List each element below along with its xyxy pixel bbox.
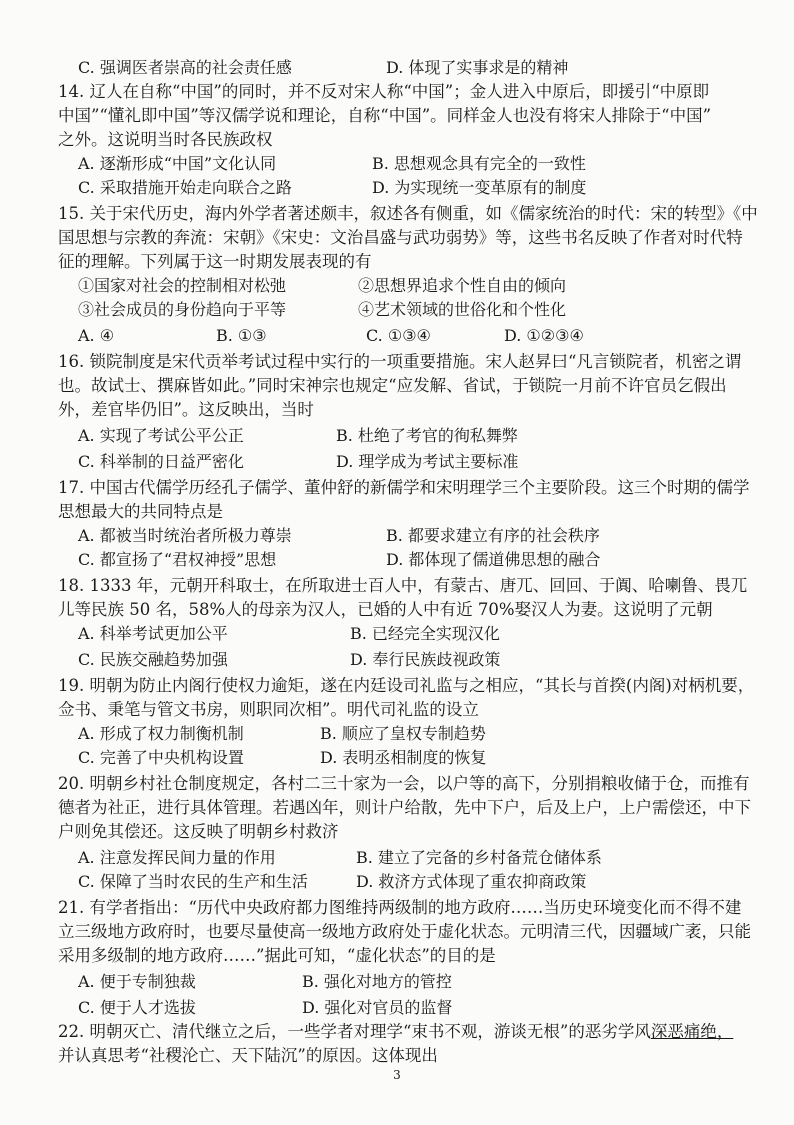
q15-option-c: C. ①③④ [366,326,431,345]
q21-stem-line1: 21. 有学者指出：“历代中央政府都力图维持两级制的地方政府……当历史环境变化而不得不建 [58,898,742,917]
q19-stem-line1: 19. 明朝为防止内阁行使权力逾矩，遂在内廷设司礼监与之相应，“其长与首揆(内阁)对柄机要， [58,676,755,695]
q22-stem-line1-text: 22. 明朝灭亡、清代继立之后，一些学者对理学“束书不观，游谈无根”的恶劣学风 [58,1022,651,1041]
q18-option-b: B. 已经完全实现汉化 [350,624,500,643]
q16-option-a: A. 实现了考试公平公正 [78,426,244,445]
q21-option-a: A. 便于专制独裁 [78,972,196,991]
q19-option-d: D. 表明丞相制度的恢复 [320,748,487,767]
q15-stem-line2: 国思想与宗教的奔流：宋朝》《宋史：文治昌盛与武功弱势》等，这些书名反映了作者对时代特 [58,228,743,247]
q22-stem-line2: 并认真思考“社稷沦亡、天下陆沉”的原因。这体现出 [58,1046,438,1065]
q17-stem-line1: 17. 中国古代儒学历经孔子儒学、董仲舒的新儒学和宋明理学三个主要阶段。这三个时期的儒学 [58,478,750,497]
q18-stem-line2: 儿等民族 50 名，58%人的母亲为汉人，已婚的人中有近 70%娶汉人为妻。这说明了元朝 [58,600,713,619]
q14-option-b: B. 思想观念具有完全的一致性 [372,154,586,173]
q19-stem-line2: 佥书、秉笔与管文书房，则职同次相”。明代司礼监的设立 [58,700,479,719]
q13-option-c: C. 强调医者崇高的社会责任感 [78,58,292,77]
q18-option-d: D. 奉行民族歧视政策 [350,650,501,669]
q20-option-b: B. 建立了完备的乡村备荒仓储体系 [356,848,602,867]
q16-stem-line1: 16. 锁院制度是宋代贡举考试过程中实行的一项重要措施。宋人赵昇曰“凡言锁院者，机密之谓 [58,352,742,371]
q17-option-c: C. 都宣扬了“君权神授”思想 [78,550,277,569]
q14-stem-line2: 中国”“懂礼即中国”等汉儒学说和理论，自称“中国”。同样金人也没有将宋人排除于“中国” [58,106,712,125]
q14-option-d: D. 为实现统一变革原有的制度 [372,178,587,197]
q15-item-3: ③社会成员的身份趋向于平等 [78,300,287,319]
q18-option-a: A. 科举考试更加公平 [78,624,228,643]
q21-option-b: B. 强化对地方的管控 [302,972,452,991]
q16-option-d: D. 理学成为考试主要标准 [336,452,519,471]
q15-option-d: D. ①②③④ [504,326,584,345]
q17-option-b: B. 都要求建立有序的社会秩序 [386,526,600,545]
q17-option-d: D. 都体现了儒道佛思想的融合 [386,550,601,569]
page-number: 3 [393,1068,401,1082]
q21-option-c: C. 便于人才选拔 [78,998,196,1017]
q19-option-c: C. 完善了中央机构设置 [78,748,244,767]
q22-underlined-phrase: 深恶痛绝， [650,1022,734,1041]
q19-option-a: A. 形成了权力制衡机制 [78,724,244,743]
q20-stem-line1: 20. 明朝乡村社仓制度规定，各村二三十家为一会，以户等的高下，分别捐粮收储于仓，而推有 [58,774,750,793]
q16-stem-line3: 外，差官毕仍旧”。这反映出，当时 [58,400,314,419]
q19-option-b: B. 顺应了皇权专制趋势 [320,724,486,743]
q18-stem-line1: 18. 1333 年，元朝开科取士，在所取进士百人中，有蒙古、唐兀、回回、于阗、哈喇鲁、畏兀 [58,576,748,595]
q21-stem-line2: 立三级地方政府时，也要尽量使高一级地方政府处于虚化状态。元明清三代，因疆域广袤，只能 [58,922,751,941]
q15-option-a: A. ④ [78,326,115,345]
q22-stem-line1 [58,1020,764,1044]
q15-option-b: B. ①③ [216,326,267,345]
q16-option-b: B. 杜绝了考官的徇私舞弊 [336,426,518,445]
q14-stem-line1: 14. 辽人在自称“中国”的同时，并不反对宋人称“中国”；金人进入中原后，即援引“中原即 [58,82,710,101]
q20-option-a: A. 注意发挥民间力量的作用 [78,848,276,867]
q20-stem-line3: 户则免其偿还。这反映了明朝乡村救济 [58,822,339,841]
q18-option-c: C. 民族交融趋势加强 [78,650,228,669]
q16-stem-line2: 也。故试士、撰麻皆如此。”同时宋神宗也规定“应发解、省试，于锁院一月前不许官员乞假出 [58,376,727,395]
q15-item-2: ②思想界追求个性自由的倾向 [358,276,567,295]
q14-stem-line3: 之外。这说明当时各民族政权 [58,130,273,149]
q20-option-d: D. 救济方式体现了重农抑商政策 [356,872,587,891]
q20-option-c: C. 保障了当时农民的生产和生活 [78,872,308,891]
q14-option-a: A. 逐渐形成“中国”文化认同 [78,154,277,173]
q15-item-1: ①国家对社会的控制相对松弛 [78,276,287,295]
q20-stem-line2: 德者为社正，进行具体管理。若遇凶年，则计户给散，先中下户，后及上户，上户需偿还，中下 [58,798,751,817]
q17-stem-line2: 思想最大的共同特点是 [58,502,223,521]
q16-option-c: C. 科举制的日益严密化 [78,452,244,471]
q21-stem-line3: 采用多级制的地方政府……”据此可知，“虚化状态”的目的是 [58,946,496,965]
q13-option-d: D. 体现了实事求是的精神 [386,58,569,77]
q17-option-a: A. 都被当时统治者所极力尊崇 [78,526,292,545]
q15-item-4: ④艺术领域的世俗化和个性化 [358,300,567,319]
q15-stem-line3: 征的理解。下列属于这一时期发展表现的有 [58,252,372,271]
q21-option-d: D. 强化对官员的监督 [302,998,453,1017]
q15-stem-line1: 15. 关于宋代历史，海内外学者著述颇丰，叙述各有侧重，如《儒家统治的时代：宋的转型》《中 [58,204,758,223]
q14-option-c: C. 采取措施开始走向联合之路 [78,178,292,197]
